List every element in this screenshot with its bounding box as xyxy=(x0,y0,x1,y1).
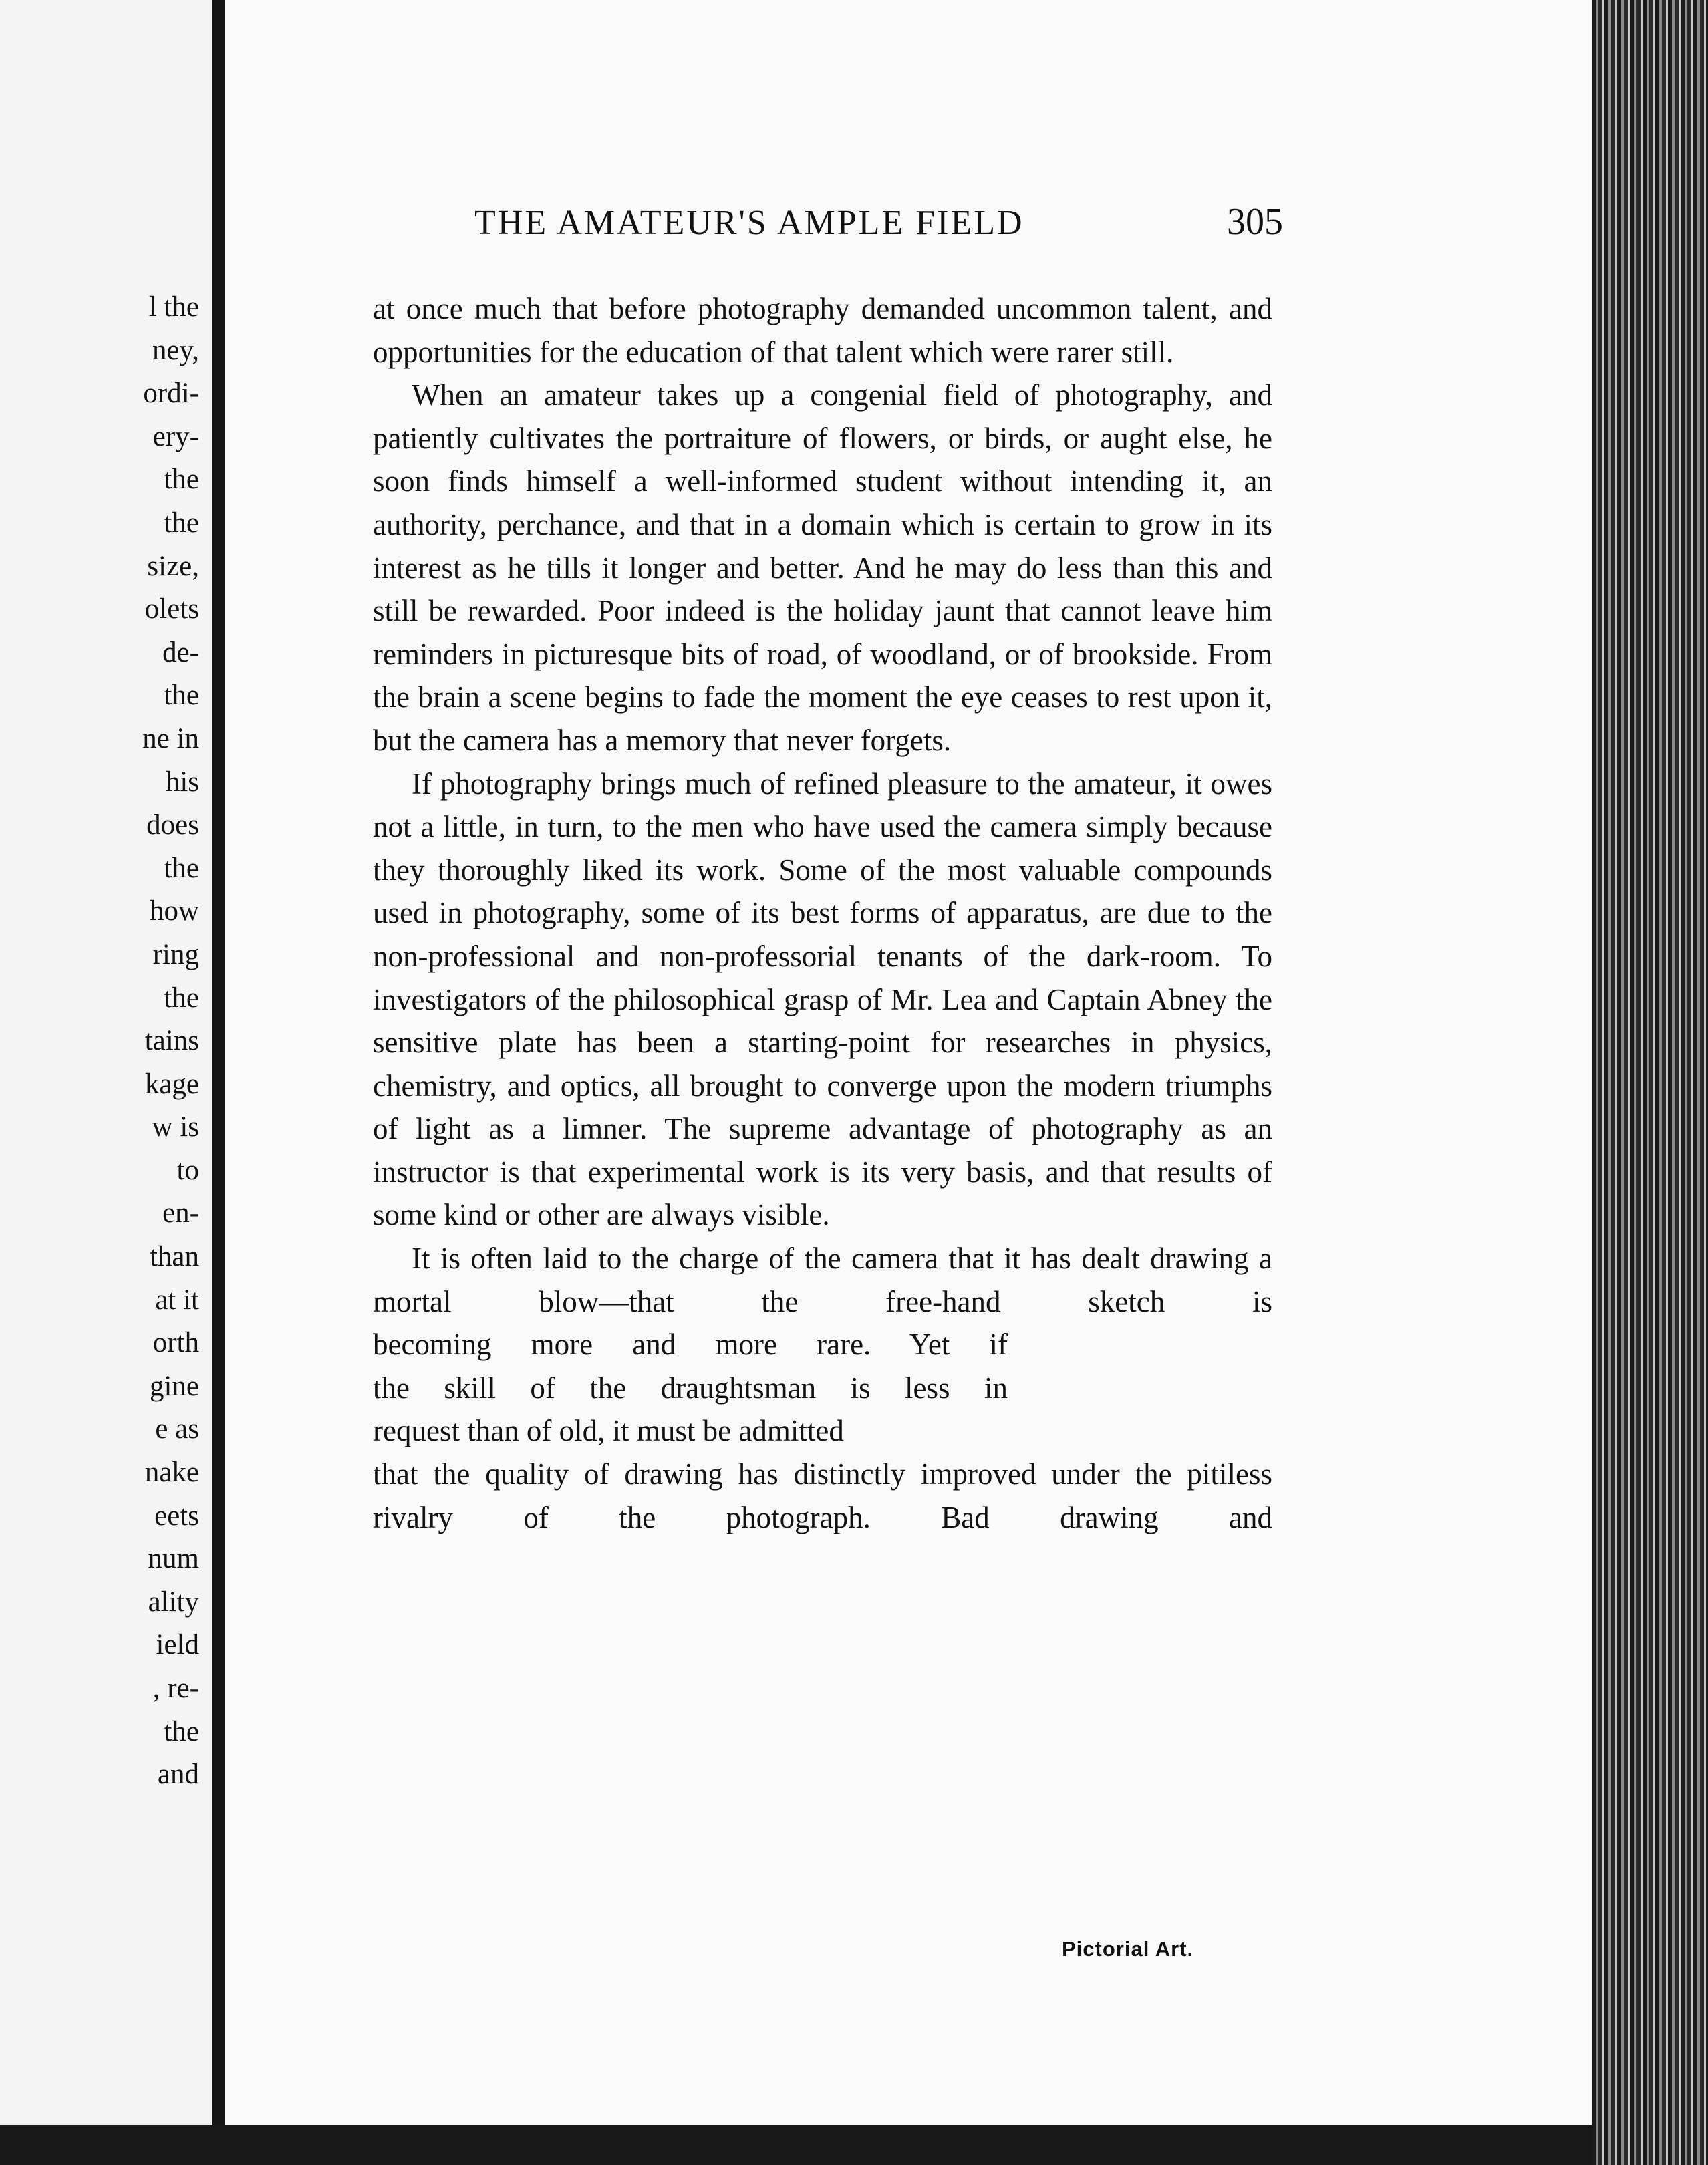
left-page-fragment: size, xyxy=(147,550,199,582)
left-page-fragment: the xyxy=(164,680,199,712)
page-number: 305 xyxy=(1227,201,1283,243)
left-page-fragment: to xyxy=(176,1154,199,1186)
sidenote-wrap xyxy=(373,1323,1272,1453)
left-page-fragment: how xyxy=(149,895,199,927)
left-page-fragment: the xyxy=(164,507,199,539)
paragraph-4-line-1: It is often laid to the charge of the camera that it has dealt drawing a mortal blow—that the free-hand sketch is xyxy=(373,1242,1272,1318)
paragraph-4-line-3: the skill of the draughtsman is less in xyxy=(373,1370,1008,1405)
left-page-fragment: ield xyxy=(156,1629,199,1661)
left-page-fragment: w is xyxy=(152,1111,199,1143)
left-page-fragment: nake xyxy=(144,1457,199,1489)
left-page-fragment: his xyxy=(165,766,199,798)
left-page-fragment: the xyxy=(164,1715,199,1747)
paragraph-4-line-5: that the quality of drawing has distinctly improved under the pitiless rivalry of the photograph. Bad drawing and xyxy=(373,1457,1272,1534)
left-page-fragment: en- xyxy=(162,1197,199,1230)
left-page-text-fragments xyxy=(142,286,199,1797)
margin-note: Pictorial Art. xyxy=(1062,1937,1194,1961)
paragraph-4-line-2: becoming more and more rare. Yet if xyxy=(373,1328,1008,1362)
left-page xyxy=(0,0,212,2165)
left-page-fragment: does xyxy=(146,809,199,841)
left-page-fragment: orth xyxy=(152,1327,199,1359)
left-page-fragment: ney, xyxy=(152,334,199,366)
left-page-fragment: , re- xyxy=(152,1673,199,1704)
left-page-fragment: ring xyxy=(152,938,199,970)
left-page-fragment: ality xyxy=(148,1586,199,1618)
left-page-fragment: tains xyxy=(144,1025,199,1057)
left-page-fragment: at it xyxy=(155,1284,199,1316)
paragraph-1: at once much that before photography demanded uncommon talent, and opportunities for the education of that talent which were rarer still. xyxy=(373,292,1272,369)
running-title: THE AMATEUR'S AMPLE FIELD xyxy=(474,204,1024,242)
left-page-fragment: ordi- xyxy=(143,378,199,410)
body-text xyxy=(373,287,1272,1961)
left-page-fragment: eets xyxy=(154,1499,199,1532)
left-page-fragment: olets xyxy=(144,593,199,625)
paragraph-2: When an amateur takes up a congenial field of photography, and patiently cultivates the portraiture of flowers, or birds, or aught else, he soon finds himself a well-informed student without intending it, an authority, perchance, and that in a domain which is certain to grow in its interest as he tills it longer and better. And he may do less than this and still be rewarded. Poor indeed is the holiday jaunt that cannot leave him reminders in picturesque bits of road, of woodland, or of brookside. From the brain a scene begins to fade the moment the eye ceases to rest upon it, but the camera has a memory that never forgets. xyxy=(373,378,1272,757)
paragraph-4-line-4: request than of old, it must be admitted xyxy=(373,1414,844,1448)
left-page-fragment: than xyxy=(149,1241,199,1273)
bottom-shadow xyxy=(0,2125,1592,2165)
left-page-fragment: kage xyxy=(144,1068,199,1100)
left-page-fragment: l the xyxy=(148,291,199,323)
left-page-fragment: ne in xyxy=(142,722,199,754)
left-page-fragment: the xyxy=(164,982,199,1014)
left-page-fragment: num xyxy=(148,1543,199,1575)
left-page-fragment: ery- xyxy=(152,420,199,452)
page-edges xyxy=(1592,0,1708,2165)
left-page-fragment: the xyxy=(164,852,199,884)
left-page-fragment: the xyxy=(164,464,199,496)
left-page-fragment: gine xyxy=(149,1370,199,1402)
left-page-fragment: de- xyxy=(162,636,199,668)
book-gutter xyxy=(212,0,225,2165)
left-page-fragment: and xyxy=(157,1759,199,1791)
paragraph-3: If photography brings much of refined pleasure to the amateur, it owes not a little, in turn, to the men who have used the camera simply because they thoroughly liked its work. Some of the most valuable compounds used in photography, some of its best forms of apparatus, are due to the non-professional and non-professorial tenants of the dark-room. To investigators of the philosophical grasp of Mr. Lea and Captain Abney the sensitive plate has been a starting-point for researches in physics, chemistry, and optics, all brought to converge upon the modern triumphs of light as a limner. The supreme advantage of photography as an instructor is that experimental work is its very basis, and that results of some kind or other are always visible. xyxy=(373,766,1272,1232)
left-page-fragment: e as xyxy=(155,1413,199,1445)
running-head xyxy=(474,200,1283,254)
